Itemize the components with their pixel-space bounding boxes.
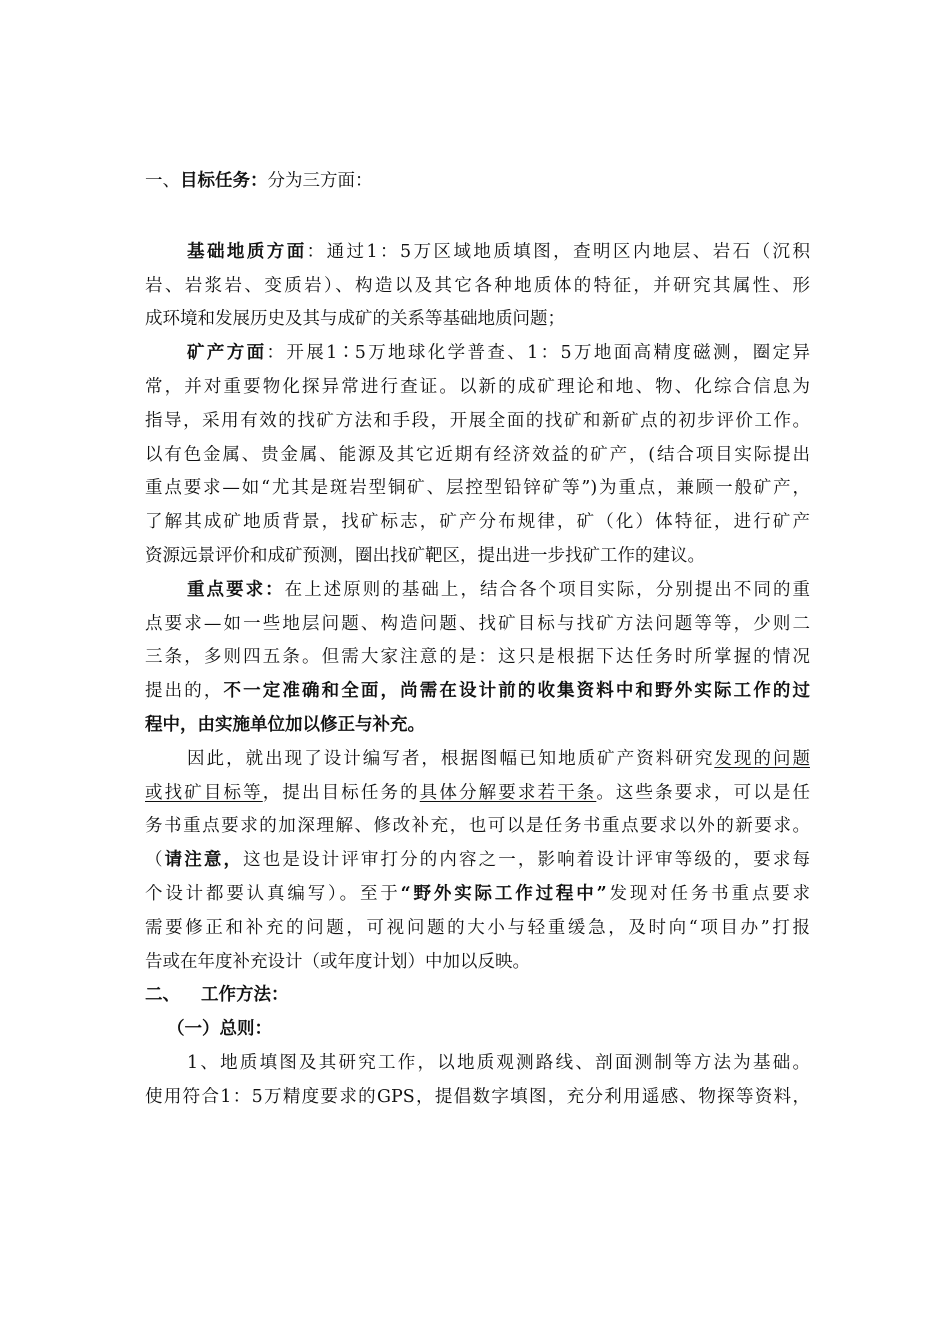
paragraph-line: 务书重点要求的加深理解、修改补充，也可以是任务书重点要求以外的新要求。	[145, 816, 810, 837]
paragraph-line: 告或在年度补充设计（或年度计划）中加以反映。	[145, 951, 530, 972]
underlined-text-run: 发现的问题	[714, 748, 810, 769]
text-run: ：开展1∶5万地球化学普查、1：5万地面高精度磁测，圈定异	[266, 343, 810, 364]
text-run: 个设计都要认真编写）。至于	[145, 883, 401, 904]
paragraph-line	[145, 777, 810, 811]
item1-paragraph	[145, 1047, 810, 1115]
section2-title: 工作方法：	[201, 985, 289, 1006]
paragraph-line	[145, 574, 810, 608]
paragraph-line: 程中，由实施单位加以修正与补充。	[145, 714, 425, 735]
text-run: 因此，就出现了设计编写者，根据图幅已知地质矿产资料研究	[187, 748, 715, 769]
bold-text-run: 不一定准确和全面，尚需在设计前的收集资料中和野外实际工作的过	[223, 681, 810, 702]
paragraph-line	[145, 743, 810, 777]
underlined-text-run: 具体分解要求若干条	[419, 782, 597, 803]
paragraph-line: 岩、岩浆岩、变质岩）、构造以及其它各种地质体的特征，并研究其属性、形	[145, 275, 810, 296]
paragraph-line: 三条，多则四五条。但需大家注意的是：这只是根据下达任务时所掌握的情况	[145, 647, 810, 668]
mineral-paragraph	[145, 337, 810, 574]
bold-text-run: “野外实际工作过程中”	[400, 883, 607, 904]
key-requirements-paragraph	[145, 574, 810, 743]
paragraph-line: 常，并对重要物化探异常进行查证。以新的成矿理论和地、物、化综合信息为	[145, 376, 810, 397]
paragraph-line: 点要求—如一些地层问题、构造问题、找矿目标与找矿方法问题等等，少则二	[145, 613, 810, 634]
paragraph-line: 重点要求—如“尤其是斑岩型铜矿、层控型铅锌矿等”)为重点，兼顾一般矿产，	[145, 478, 810, 499]
paragraph-line: 了解其成矿地质背景，找矿标志，矿产分布规律，矿（化）体特征，进行矿产	[145, 512, 810, 533]
text-run: 在上述原则的基础上，结合各个项目实际，分别提出不同的重	[284, 579, 810, 600]
section1-heading-bold: 目标任务：	[180, 171, 268, 191]
key-requirements-label: 重点要求：	[187, 579, 285, 600]
spacer	[145, 199, 810, 236]
text-run: 这也是设计评审打分的内容之一，影响着设计评审等级的，要求每	[243, 850, 810, 871]
underlined-text-run: 或找矿目标等	[145, 782, 263, 803]
text-run: （	[145, 850, 165, 871]
paragraph-line: 指导，采用有效的找矿方法和手段，开展全面的找矿和新矿点的初步评价工作。	[145, 410, 810, 431]
text-run: ：通过1：5万区域地质填图，查明区内地层、岩石（沉积	[306, 241, 810, 262]
paragraph-line: 需要修正和补充的问题，可视问题的大小与轻重缓急，及时向“项目办”打报	[145, 917, 810, 938]
text-run: 提出的，	[145, 681, 224, 702]
text-run: 发现对任务书重点要求	[606, 883, 810, 904]
paragraph-line: 成环境和发展历史及其与成矿的关系等基础地质问题；	[145, 309, 565, 330]
paragraph-line: 资源远景评价和成矿预测，圈出找矿靶区，提出进一步找矿工作的建议。	[145, 545, 705, 566]
section2-heading	[145, 979, 810, 1013]
section1-heading	[145, 165, 810, 199]
paragraph-line: 使用符合1：5万精度要求的GPS，提倡数字填图，充分利用遥感、物探等资料，	[145, 1086, 810, 1107]
basic-geology-paragraph	[145, 236, 810, 337]
text-run: 。这些条要求，可以是任	[596, 782, 810, 803]
paragraph-line	[145, 337, 810, 371]
basic-geology-label: 基础地质方面	[187, 241, 307, 262]
therefore-paragraph	[145, 743, 810, 980]
paragraph-line: 1、地质填图及其研究工作，以地质观测路线、剖面测制等方法为基础。	[187, 1052, 810, 1073]
text-run: ，提出目标任务的	[262, 782, 420, 803]
paragraph-line	[145, 878, 810, 912]
bold-text-run: 请注意，	[164, 850, 244, 871]
mineral-label: 矿产方面	[187, 343, 267, 364]
general-heading: （一）总则：	[167, 1019, 272, 1040]
section1-prefix: 一、	[145, 171, 180, 191]
paragraph-line	[145, 675, 810, 709]
section2-number: 二、	[145, 985, 180, 1006]
paragraph-line	[145, 844, 810, 878]
document-body	[145, 165, 810, 1115]
paragraph-line: 以有色金属、贵金属、能源及其它近期有经济效益的矿产，(结合项目实际提出	[145, 444, 810, 465]
section1-heading-rest: 分为三方面：	[267, 171, 373, 191]
paragraph-line	[145, 236, 810, 270]
